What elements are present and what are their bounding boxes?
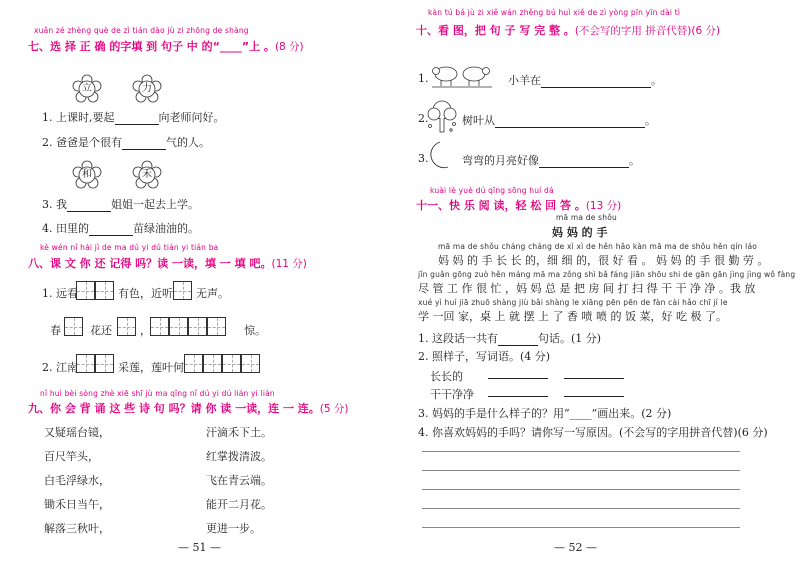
page-number: — 52 — — [554, 541, 597, 554]
story-p1-text: 妈 妈 的 手 长 长 的，细 细 的，很 好 看 。 妈 妈 的 手 很 勤 劳 。 — [438, 254, 769, 267]
sec8-title — [28, 255, 307, 271]
example-word: 干干净净 — [430, 388, 474, 401]
flower-icon — [72, 160, 102, 190]
answer-blank[interactable] — [541, 87, 651, 88]
sec10-q2-num: 2. — [418, 112, 429, 125]
writing-line[interactable] — [422, 527, 740, 528]
sec7-q4-start: 4. 田里的 — [42, 222, 89, 235]
answer-blank[interactable] — [539, 167, 629, 168]
story-p3-pinyin: xué yì huí jiā zhuō shàng jiù bǎi shàng le xiāng pēn pēn de fàn cài hǎo chī jí le — [418, 298, 728, 307]
poem-right-line[interactable]: 能开二月花。 — [206, 498, 272, 511]
answer-blank[interactable] — [488, 378, 548, 379]
sec7-q4-end: 苗绿油油的。 — [133, 222, 199, 235]
writing-line[interactable] — [422, 451, 740, 452]
sec9-pinyin: nǐ huì bèi sòng zhè xiē shī jù ma qǐng nǐ dú yi dú lián yi lián — [40, 389, 275, 398]
answer-blank[interactable] — [498, 345, 538, 346]
sec10-title — [416, 22, 720, 38]
writing-line[interactable] — [422, 489, 740, 490]
poem-left-line[interactable]: 又疑瑶台镜， — [44, 426, 110, 439]
sec11-title — [416, 197, 621, 213]
sec11-q3: 3. 妈妈的手是什么样子的？用“____”画出来。(2 分) — [418, 407, 672, 420]
sec8-q1-label: 1. 远看 — [42, 287, 78, 300]
sec8-title-text: 八、课 文 你 还 记得 吗？读 一读，填 一 填 吧。 — [28, 257, 272, 270]
sec7-q3 — [42, 196, 199, 212]
sec7-title-text: 七、选 择 正 确 的字填 到 句子 中 的“____”上 。 — [28, 40, 275, 53]
sec7-q1 — [42, 109, 225, 125]
sec9-score: (5 分) — [319, 403, 349, 415]
story-p2-pinyin: jǐn guǎn gōng zuò hěn máng mā ma zǒng shì bǎ fáng jiān shōu shi de gān gān jìng jìng wǒ fàng — [418, 270, 796, 279]
sec7-q1-start: 1. 上课时,要起 — [42, 111, 115, 124]
sec10-q3-period: 。 — [629, 154, 640, 167]
sec9-title-text: 九、你 会 背 诵 这 些 诗 句 吗？请 你 读 一读，连 一 连。 — [28, 402, 320, 415]
tianzige-box[interactable] — [207, 317, 226, 336]
tianzige-box[interactable] — [150, 317, 169, 336]
sec10-q3 — [462, 152, 640, 168]
sec11-score: (13 分) — [585, 200, 622, 212]
sec10-score: (6 分) — [691, 25, 721, 37]
sec8-q1-end: 无声。 — [196, 287, 229, 300]
flower-char: 和 — [82, 169, 92, 180]
answer-blank[interactable] — [488, 396, 548, 397]
tianzige-box[interactable] — [241, 354, 260, 373]
sec10-q2-period: 。 — [645, 114, 656, 127]
sec8-q1-comma: ， — [140, 324, 151, 337]
sec7-q4 — [42, 220, 199, 236]
sec7-pinyin: xuǎn zé zhèng què de zì tián dào jù zi zhōng de shàng — [34, 26, 249, 35]
answer-blank[interactable] — [495, 127, 645, 128]
story-p3-text: 学 一回 家，桌 上 就 摆 上 了 香 喷 喷 的 饭 菜，好 吃 极 了。 — [418, 310, 727, 323]
sec7-q2-end: 气的人。 — [166, 136, 210, 149]
sec10-q1-period: 。 — [651, 74, 662, 87]
sec10-q3-text: 弯弯的月亮好像 — [462, 154, 539, 167]
sec8-q2-mid: 采莲，莲叶何 — [118, 361, 184, 374]
tianzige-box[interactable] — [76, 281, 95, 300]
writing-line[interactable] — [422, 508, 740, 509]
sec11-title-text: 十一、快 乐 阅 读，轻 松 回 答 。 — [416, 199, 586, 212]
sec7-q3-start: 3. 我 — [42, 198, 67, 211]
example-word: 长长的 — [430, 370, 463, 383]
tianzige-box[interactable] — [173, 281, 192, 300]
tianzige-box[interactable] — [64, 317, 83, 336]
sec8-pinyin: kè wén nǐ hái jì de ma dú yi dú tián yi tián ba — [40, 243, 219, 252]
tree-icon — [424, 98, 460, 138]
tianzige-box[interactable] — [117, 317, 136, 336]
tianzige-box[interactable] — [203, 354, 222, 373]
sec11-q2: 2. 照样子，写词语。(4 分) — [418, 350, 551, 363]
story-p1-pinyin: mā ma de shǒu cháng cháng de xì xì de hěn hǎo kàn mā ma de shǒu hěn qín láo — [438, 242, 758, 251]
poem-left-line[interactable]: 锄禾日当午， — [44, 498, 110, 511]
tianzige-box[interactable] — [95, 354, 114, 373]
sec11-q1 — [418, 330, 601, 346]
poem-left-line[interactable]: 百尺竿头， — [44, 450, 99, 463]
tianzige-box[interactable] — [222, 354, 241, 373]
flower-char: 禾 — [142, 169, 152, 180]
sheep-icon — [432, 60, 492, 94]
answer-blank[interactable] — [564, 396, 624, 397]
poem-right-line[interactable]: 更进一步。 — [206, 522, 261, 535]
answer-blank[interactable] — [89, 235, 133, 236]
sec8-q1-flower: 花还 — [90, 324, 112, 337]
story-p2-text: 尽 管 工 作 很 忙 ，妈 妈 总 是 把 房 间 打 扫 得 干 干 净 净 。我 放 — [418, 282, 756, 295]
flower-icon — [132, 74, 162, 104]
sec10-q2-text: 树叶从 — [462, 114, 495, 127]
sec7-q1-end: 向老师问好。 — [158, 111, 225, 124]
sec10-q2 — [462, 112, 656, 128]
story-title: 妈 妈 的 手 — [552, 226, 608, 239]
flower-char: 立 — [82, 83, 92, 94]
sec10-q1-text: 小羊在 — [508, 74, 541, 87]
poem-left-line[interactable]: 解落三秋叶， — [44, 522, 110, 535]
tianzige-box[interactable] — [169, 317, 188, 336]
flower-char: 力 — [142, 83, 152, 94]
answer-blank[interactable] — [67, 211, 111, 212]
tianzige-box[interactable] — [188, 317, 207, 336]
sec11-pinyin: kuài lè yuè dú qīng sōng huí dá — [430, 186, 554, 195]
tianzige-box[interactable] — [95, 281, 114, 300]
sec10-q1-num: 1. — [418, 72, 429, 85]
flower-icon — [72, 74, 102, 104]
poem-right-line[interactable]: 汗滴禾下土。 — [206, 426, 272, 439]
writing-line[interactable] — [422, 470, 740, 471]
sec8-q2-label: 2. 江南 — [42, 361, 78, 374]
answer-blank[interactable] — [115, 124, 159, 125]
sec7-q2 — [42, 134, 210, 150]
sec10-q1 — [508, 72, 662, 88]
sec11-q4: 4. 你喜欢妈妈的手吗？请你写一写原因。(不会写的字用拼音代替)(6 分) — [418, 426, 768, 439]
sec10-pinyin: kàn tú bǎ jù zi xiě wán zhěng bú huì xiě de zì yòng pīn yīn dài tì — [428, 8, 681, 17]
moon-icon — [426, 140, 452, 174]
poem-right-line[interactable]: 红掌拨清波。 — [206, 450, 272, 463]
sec9-title — [28, 400, 349, 416]
answer-blank[interactable] — [122, 149, 166, 150]
story-title-pinyin: mā ma de shǒu — [556, 213, 617, 222]
sec7-score: (8 分) — [274, 41, 304, 53]
sec10-q3-num: 3. — [418, 152, 429, 165]
sec8-score: (11 分) — [271, 258, 307, 270]
sec10-title-text: 十、看 图，把 句 子 写 完 整 。 — [416, 24, 575, 37]
answer-blank[interactable] — [564, 378, 624, 379]
sec7-q3-end: 姐姐一起去上学。 — [111, 198, 199, 211]
sec10-note: (不会写的字用 拼音代替) — [574, 25, 692, 37]
sec8-q1-spring: 春 — [50, 324, 61, 337]
sec8-q1-mid: 有色，近听 — [118, 287, 173, 300]
sec8-q1-startle: 惊。 — [244, 324, 266, 337]
page-number: — 51 — — [178, 541, 221, 554]
tianzige-box[interactable] — [184, 354, 203, 373]
poem-right-line[interactable]: 飞在青云端。 — [206, 474, 272, 487]
flower-icon — [132, 160, 162, 190]
sec7-title — [28, 38, 304, 54]
sec11-q1-start: 1. 这段话一共有 — [418, 332, 498, 345]
tianzige-box[interactable] — [76, 354, 95, 373]
sec11-q1-end: 句话。(1 分) — [538, 332, 602, 345]
sec7-q2-start: 2. 爸爸是个很有 — [42, 136, 122, 149]
poem-left-line[interactable]: 白毛浮绿水， — [44, 474, 110, 487]
